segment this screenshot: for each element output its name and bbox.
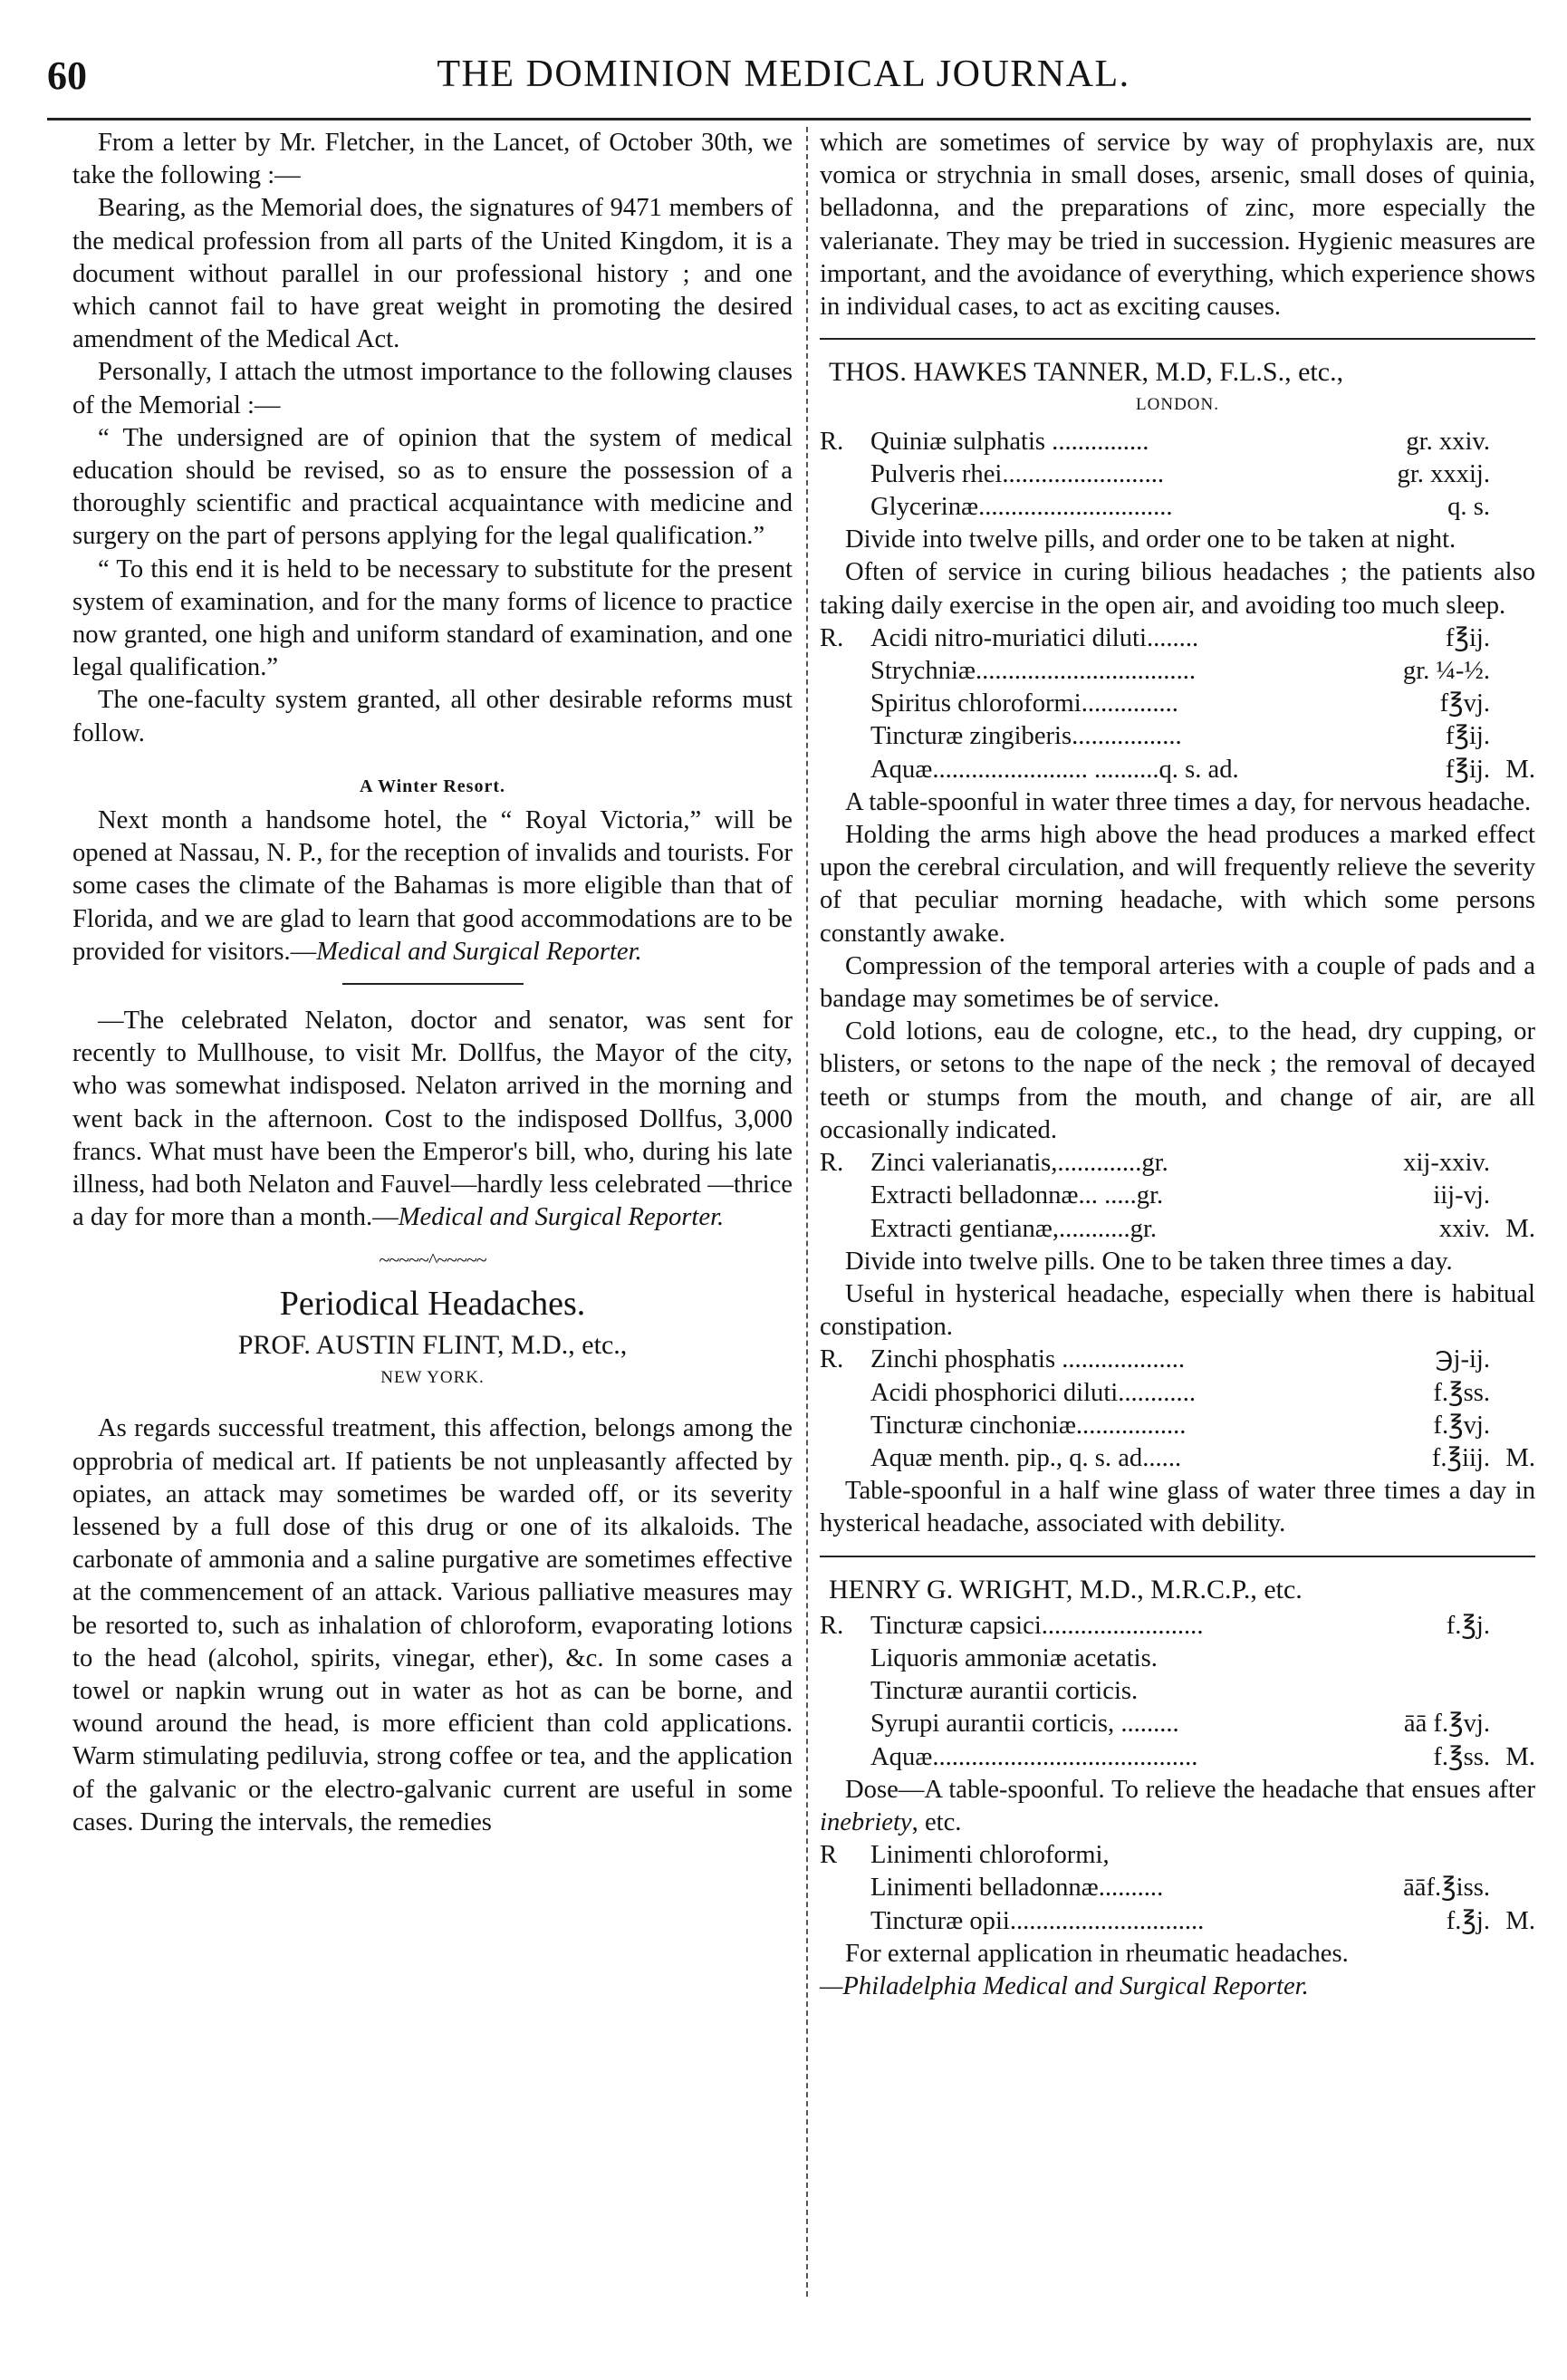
recipe-symbol: R. [820,1149,844,1178]
dose: f℥ij. [1445,722,1490,751]
prescription-line [820,1610,1535,1643]
ingredient: Zinchi phosphatis ................... [870,1345,1186,1374]
page-number: 60 [47,53,87,98]
prescription-note: Dose—A table-spoonful. To relieve the headache that ensues after inebriety, etc. [820,1775,1535,1836]
recipe-symbol [820,1442,870,1475]
prescription-line [820,1213,1535,1246]
prescription-line [820,1377,1535,1410]
misce-mark [1499,1675,1535,1708]
right-column [820,127,1535,2003]
prescription-note: A table-spoonful in water three times a day, for nervous headache. [845,787,1532,816]
ingredient: Strychniæ.................................. [870,657,1197,686]
ingredient: Tincturæ aurantii corticis. [870,1677,1139,1706]
winter-resort-heading: A Winter Resort. [360,776,505,796]
divider-rule [342,983,524,985]
ingredient: Syrupi aurantii corticis, ......... [870,1710,1179,1739]
misce-mark [1499,491,1535,524]
dose: xij-xxiv. [1403,1149,1490,1178]
author-location: NEW YORK. [380,1368,485,1388]
recipe-symbol [820,1872,870,1904]
author-byline-tanner: THOS. HAWKES TANNER, M.D, F.L.S., etc., [829,357,1344,388]
ingredient: Tincturæ opii.............................. [870,1906,1205,1935]
dose: f.℥iij. [1431,1443,1490,1472]
article-title: Periodical Headaches. [279,1284,586,1323]
ingredient: Glycerinæ.............................. [870,493,1173,522]
dose: iij-vj. [1433,1181,1490,1210]
ingredient: Liquoris ammoniæ acetatis. [870,1643,1158,1672]
prescription-line [820,426,1535,458]
divider-rule [820,1556,1535,1557]
nelaton-paragraph: —The celebrated Nelaton, doctor and senator, was sent for recently to Mullhouse, to visit Mr. Dollfus, the Mayor of the city, who was somewhat indisposed. Nelaton arrived in the morning and went back in the afternoon. Cost to the indisposed Dollfus, 3,000 francs. What must have been the Emperor's bill, who, during his late illness, had both Nelaton and Fauvel—hardly less celebrated —thrice a day for more than a month.—Medical and Surgical Reporter. [72,1007,793,1232]
prescription-line [820,720,1535,753]
ingredient: Linimenti chloroformi, [870,1841,1110,1870]
ingredient: Tincturæ cinchoniæ................. [870,1411,1187,1440]
recipe-symbol [820,1905,870,1938]
column-divider [806,127,808,2297]
author-byline-wright: HENRY G. WRIGHT, M.D., M.R.C.P., etc. [829,1574,1303,1604]
prescription-line [820,1344,1535,1376]
ingredient: Extracti gentianæ,...........gr. [870,1214,1158,1243]
recipe-symbol [820,1213,870,1246]
prescription-line [820,1643,1535,1675]
dose: ℈j-ij. [1435,1345,1490,1374]
prescription-line [820,1147,1535,1180]
misce-mark [1499,1643,1535,1675]
source-citation: Medical and Surgical Reporter. [316,937,642,966]
dose: gr. xxiv. [1406,427,1490,456]
misce-mark [1499,458,1535,491]
header-rule [47,118,1531,120]
ingredient: Linimenti belladonnæ.......... [870,1874,1164,1903]
recipe-symbol [820,1708,870,1740]
memorial-paragraph: Bearing, as the Memorial does, the signatures of 9471 members of the medical profession from all parts of the United Kingdom, it is a document without parallel in our professional history ; and one which cannot fail to have great weight in promoting the desired amendment of the Medical Act. [72,194,793,354]
prescription-line [820,458,1535,491]
prescription-note: Divide into twelve pills. One to be taken three times a day. [845,1247,1453,1276]
recipe-symbol [820,720,870,753]
recipe-symbol: R [820,1841,838,1870]
dose: āāf.℥iss. [1403,1874,1490,1903]
running-title: THE DOMINION MEDICAL JOURNAL. [437,53,1130,95]
misce-mark: M. [1505,1214,1535,1243]
ingredient: Tincturæ zingiberis................. [870,722,1182,751]
one-faculty-paragraph: The one-faculty system granted, all other desirable reforms must follow. [72,686,793,747]
prescription-6 [820,1839,1535,1938]
source-citation: Medical and Surgical Reporter. [398,1203,725,1232]
prescription-line [820,491,1535,524]
memorial-quote-1: “ The undersigned are of opinion that the system of medical education should be revised, so as to ensure the possession of a thoroughly scientific and practical acquaintance with medicine and surgery on the part of persons applying for the legal qualification.” [72,423,793,551]
source-citation: —Philadelphia Medical and Surgical Reporter. [820,1971,1309,2000]
misce-mark [1499,1839,1535,1872]
dose: f.℥ss. [1433,1378,1490,1407]
misce-mark [1499,688,1535,720]
dose: f.℥j. [1446,1611,1490,1640]
prescription-line [820,1708,1535,1740]
prescription-line [820,754,1535,786]
recipe-symbol: R. [820,427,844,456]
prescription-line [820,1872,1535,1904]
ingredient: Aquæ menth. pip., q. s. ad...... [870,1443,1182,1472]
divider-rule [820,338,1535,340]
prescription-line [820,1741,1535,1774]
ingredient: Acidi phosphorici diluti............ [870,1378,1196,1407]
compression-paragraph: Compression of the temporal arteries with a couple of pads and a bandage may sometimes be of service. [820,951,1535,1014]
prescription-1 [820,426,1535,525]
dose: āā f.℥vj. [1403,1710,1490,1739]
treatment-paragraph: As regards successful treatment, this affection, belongs among the opprobria of medical art. If patients be not unpleasantly affected by opiates, an attack may sometimes be warded off, or its severity lessened by a full dose of this drug or one of its alkaloids. The carbonate of ammonia and a saline purgative are sometimes effective at the commencement of an attack. Various palliative measures may be resorted to, such as inhalation of chloroform, evaporating lotions to the head (alcohol, spirits, vinegar, ether), &c. In some cases a towel or napkin wrung out in water as hot as can be borne, and wound around the head, is more efficient than cold applications. Warm stimulating pediluvia, strong coffee or tea, and the application of the galvanic or the electro-galvanic current are useful in some cases. During the intervals, the remedies [72,1414,793,1836]
ingredient: Quiniæ sulphatis ............... [870,427,1149,456]
recipe-symbol [820,1410,870,1442]
prescription-line [820,1839,1535,1872]
prescription-line [820,1905,1535,1938]
dose: f℥ij. [1445,755,1490,784]
misce-mark [1499,1708,1535,1740]
dose: gr. xxxij. [1397,459,1490,488]
lotions-paragraph: Cold lotions, eau de cologne, etc., to the head, dry cupping, or blisters, or setons to the nape of the neck ; the removal of decayed teeth or stumps from the mouth, and change of air, are all occasionally indicated. [820,1017,1535,1144]
misce-mark [1499,426,1535,458]
bilious-paragraph: Often of service in curing bilious headaches ; the patients also taking daily exercise in the open air, and avoiding too much sleep. [820,558,1535,620]
memorial-quote-2: “ To this end it is held to be necessary to substitute for the present system of examination, and for the many forms of licence to practice now granted, one high and uniform standard of examination, and one legal qualification.” [72,554,793,682]
clauses-intro: Personally, I attach the utmost importance to the following clauses of the Memorial :— [72,358,793,419]
misce-mark [1499,622,1535,655]
ingredient: Aquæ......................................... [870,1742,1198,1771]
prescription-note: For external application in rheumatic headaches. [845,1939,1349,1968]
misce-mark: M. [1505,755,1535,784]
recipe-symbol [820,1643,870,1675]
dose: f.℥ss. [1433,1742,1490,1771]
ingredient: Zinci valerianatis,.............gr. [870,1149,1168,1178]
ingredient: Spiritus chloroformi............... [870,689,1178,718]
misce-mark: M. [1505,1906,1535,1935]
arms-paragraph: Holding the arms high above the head produces a marked effect upon the cerebral circulation, and will frequently relieve the severity of that peculiar morning headache, with which some persons constantly awake. [820,821,1535,948]
prescription-line [820,1675,1535,1708]
prescription-line [820,688,1535,720]
recipe-symbol [820,491,870,524]
lancet-intro: From a letter by Mr. Fletcher, in the Lancet, of October 30th, we take the following :— [72,129,793,190]
prescription-line [820,1180,1535,1212]
ingredient: Aquæ........................ ..........q. s. ad. [870,755,1239,784]
ingredient: Tincturæ capsici......................... [870,1611,1204,1640]
misce-mark [1499,1377,1535,1410]
ingredient: Extracti belladonnæ... .....gr. [870,1181,1164,1210]
prescription-line [820,655,1535,688]
dose: f℥ij. [1445,623,1490,652]
recipe-symbol: R. [820,1345,844,1374]
recipe-symbol: R. [820,1611,844,1640]
prescription-line [820,1442,1535,1475]
prescription-line [820,1410,1535,1442]
prescription-5 [820,1610,1535,1774]
misce-mark [1499,720,1535,753]
author-location: LONDON. [1136,395,1219,415]
recipe-symbol [820,1741,870,1774]
recipe-symbol [820,458,870,491]
misce-mark [1499,1410,1535,1442]
misce-mark [1499,1180,1535,1212]
author-byline: PROF. AUSTIN FLINT, M.D., etc., [237,1329,628,1360]
misce-mark [1499,1872,1535,1904]
hysterical-paragraph: Useful in hysterical headache, especially when there is habitual constipation. [820,1279,1535,1342]
winter-resort-paragraph: Next month a handsome hotel, the “ Royal Victoria,” will be opened at Nassau, N. P., for the reception of invalids and tourists. For some cases the climate of the Bahamas is more eligible than that of Florida, and we are glad to learn that good accommodations are to be provided for visitors.—Medical and Surgical Reporter. [72,806,793,966]
dose: xxiv. [1438,1214,1490,1243]
recipe-symbol [820,1180,870,1212]
prescription-2 [820,622,1535,786]
ingredient: Acidi nitro-muriatici diluti........ [870,623,1199,652]
misce-mark [1499,1147,1535,1180]
prescription-note: Divide into twelve pills, and order one to be taken at night. [845,525,1456,554]
prophylaxis-paragraph: which are sometimes of service by way of prophylaxis are, nux vomica or strychnia in small doses, arsenic, small doses of quinia, belladonna, and the preparations of zinc, more especially the valerianate. They may be tried in succession. Hygienic measures are important, and the avoidance of everything, which experience shows in individual cases, to act as exciting causes. [820,129,1535,322]
recipe-symbol [820,688,870,720]
misce-mark [1499,1344,1535,1376]
dose: f.℥j. [1446,1906,1490,1935]
recipe-symbol [820,754,870,786]
ornamental-divider: ~~~~~^~~~~~ [379,1248,486,1271]
left-column [72,127,793,1839]
prescription-4 [820,1344,1535,1475]
ingredient: Pulveris rhei......................... [870,459,1165,488]
dose: f℥vj. [1439,689,1490,718]
misce-mark: M. [1505,1443,1535,1472]
recipe-symbol [820,1675,870,1708]
misce-mark [1499,655,1535,688]
prescription-3 [820,1147,1535,1246]
dose: gr. ¼-½. [1402,657,1490,686]
dose: f.℥vj. [1433,1411,1490,1440]
page-header [0,45,1567,100]
misce-mark: M. [1505,1742,1535,1771]
recipe-symbol: R. [820,623,844,652]
misce-mark [1499,1610,1535,1643]
dose: q. s. [1447,493,1490,522]
recipe-symbol [820,1377,870,1410]
prescription-line [820,622,1535,655]
prescription-note: Table-spoonful in a half wine glass of water three times a day in hysterical headache, associated with debility. [820,1477,1535,1538]
recipe-symbol [820,655,870,688]
